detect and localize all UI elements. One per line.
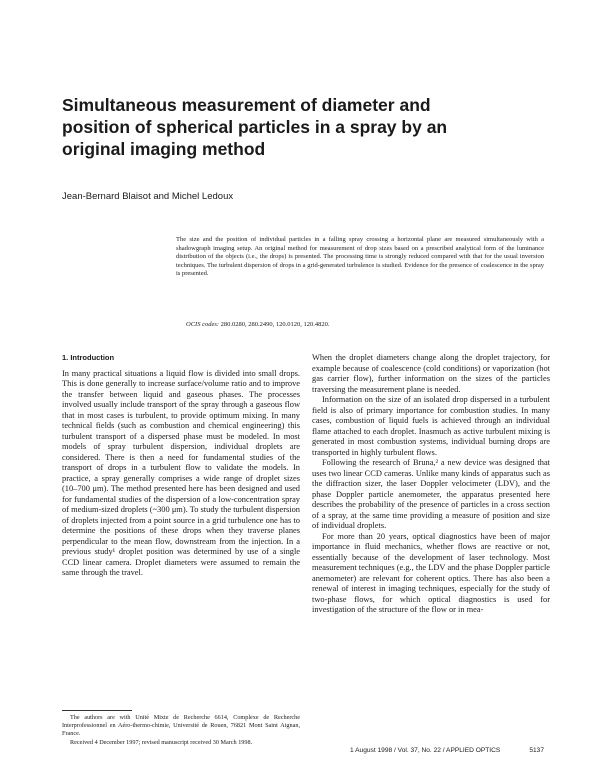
abstract: The size and the position of individual particles in a falling spray crossing a horizontal plane are measured simultaneously with a shadowgraph imaging setup. An original method for measurement of drop sizes based on a prescribed analytical form of the luminance distribution of the objects (i.e., the drops) is presented. The processing time is strongly reduced compared with that for the usual inversion techniques. The turbulent dispersion of drops in a grid-generated turbulence is studied. Evidence for the presence of coalescence in the spray is presented. <box>176 236 544 278</box>
received-footnote: Received 4 December 1997; revised manuscript received 30 March 1998. <box>70 738 253 746</box>
ocis-codes-line <box>186 321 546 330</box>
body-paragraph: For more than 20 years, optical diagnostics have been of major importance in fluid mechanics, whether flows are reactive or not, essentially because of the development of laser technology. Most measurement techniques (e.g., the LDV and the phase Doppler particle anemometer) are relevant for coherent optics. There has also been a renewal of interest in imaging techniques, especially for the study of two-phase flows, for which optical diagnostics is used for investigation of the structure of the flow or in mea- <box>312 531 550 614</box>
body-paragraph: When the droplet diameters change along the droplet trajectory, for example because of coalescence (cold conditions) or vaporization (hot gas carrier flow), further information on the sizes of the particles traversing the measurement plane is needed. <box>312 353 550 394</box>
paper-title: Simultaneous measurement of diameter and position of spherical particles in a spray by an original imaging method <box>62 95 448 159</box>
footnote-divider <box>62 710 132 711</box>
ocis-codes: 280.0280, 280.2490, 120.0120, 120.4820. <box>220 321 330 328</box>
body-paragraph: Information on the size of an isolated drop dispersed in a turbulent field is also of primary importance for combustion studies. In many cases, combustion of liquid fuels is achieved through an individual flame attached to each droplet. Inasmuch as active turbulent mixing is generated in most combustion systems, individual burning drops are transported in highly turbulent flows. <box>312 395 550 457</box>
authors: Jean-Bernard Blaisot and Michel Ledoux <box>62 191 234 202</box>
ocis-label: OCIS codes: <box>186 321 220 328</box>
page-number: 5137 <box>529 747 544 754</box>
journal-citation: 1 August 1998 / Vol. 37, No. 22 / APPLIED OPTICS <box>350 747 501 754</box>
footnote-block <box>62 714 300 747</box>
body-paragraph: Following the research of Bruna,² a new device was designed that uses two linear CCD cameras. Unlike many kinds of apparatus such as the diffraction sizer, the laser Doppler velocimeter (LDV), and the phase Doppler particle anemometer, the apparatus presented here describes the probability of the presence of particles in a cross section of a spray, at the same time providing a measure of position and size of individual droplets. <box>312 458 550 530</box>
running-footer <box>350 747 544 754</box>
left-column <box>62 353 300 579</box>
affiliation-footnote: The authors are with Unité Mixte de Recherche 6614, Complexe de Recherche Interprofessionnel en Aéro-thermo-chimie, Université de Rouen, 76821 Mont Saint Aignan, France. <box>62 714 300 738</box>
body-paragraph: In many practical situations a liquid flow is divided into small drops. This is done generally to increase surface/volume ratio and to improve the transfer between liquid and gaseous phases. The processes involved usually include transport of the spray through a gaseous flow that in most cases is turbulent, to provide optimum mixing. In many technical fields (such as combustion and chemical engineering) this turbulent transport of a dispersed phase must be modeled. In most models of spray turbulent dispersion, individual droplets are considered. There is then a need for fundamental studies of the transport of drops in a turbulent flow to validate the models. In practice, a spray generally comprises a wide range of droplet sizes (10–700 μm). The method presented here has been designed and used for fundamental studies of the dispersion of a low-concentration spray of medium-sized droplets (~300 μm). To study the turbulent dispersion of droplets injected from a point source in a grid turbulence one has to determine the positions of these drops when they traverse planes perpendicular to the mean flow, downstream from the injection. In a previous study¹ droplet position was determined by use of a single CCD linear camera. Droplet diameters were assumed to remain the same through the travel. <box>62 368 300 577</box>
right-column <box>312 353 550 616</box>
section-heading: 1. Introduction <box>62 353 115 362</box>
